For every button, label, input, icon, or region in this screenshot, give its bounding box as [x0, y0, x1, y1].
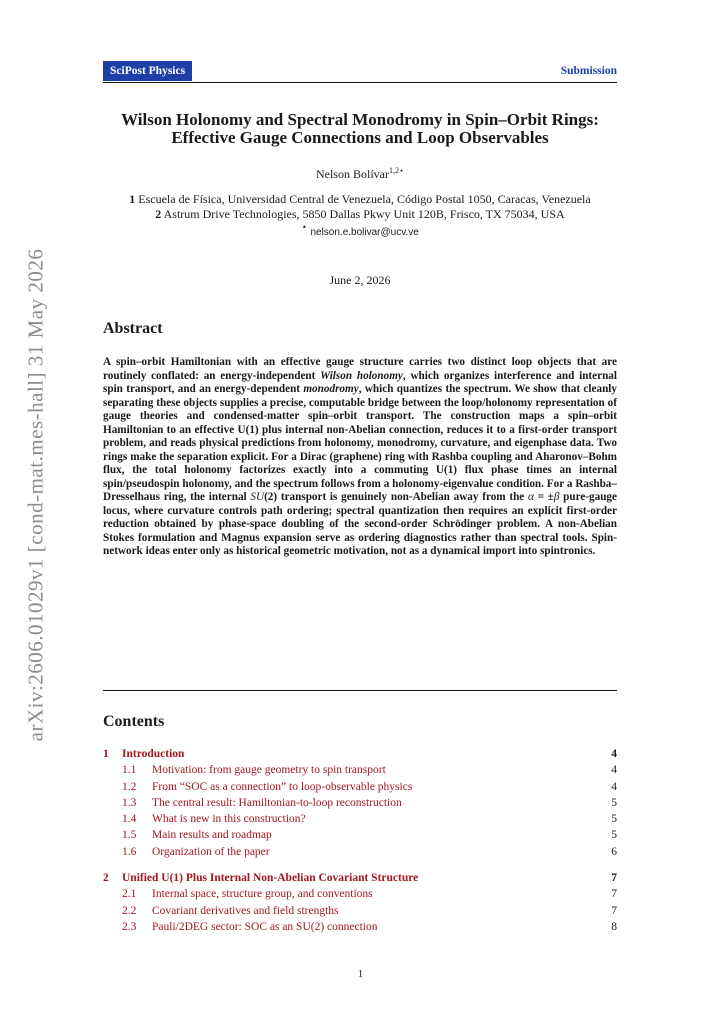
abstract-text: = ±: [533, 491, 554, 503]
toc-number: 1.1: [122, 764, 137, 777]
toc-title[interactable]: Pauli/2DEG sector: SOC as an SU(2) connection: [152, 920, 378, 933]
toc-number: 1.5: [122, 829, 137, 842]
toc-entry[interactable]: [103, 870, 617, 886]
toc-title[interactable]: Covariant derivatives and field strengths: [152, 904, 339, 917]
abstract-text: , which organizes interference and internal spin transport, and an energy-dependent: [103, 369, 618, 395]
affiliation-text: Astrum Drive Technologies, 5850 Dallas Pkwy Unit 120B, Frisco, TX 75034, USA: [163, 206, 565, 221]
toc-entry[interactable]: [103, 746, 617, 762]
toc-title[interactable]: Internal space, structure group, and conventions: [152, 888, 373, 901]
abstract-emphasis: Wilson holonomy: [320, 369, 403, 382]
toc-title[interactable]: Unified U(1) Plus Internal Non-Abelian Covariant Structure: [122, 872, 419, 885]
toc-number: 2.1: [122, 888, 137, 901]
toc-entry[interactable]: [103, 844, 617, 860]
abstract-math: SU: [250, 491, 265, 503]
toc-title[interactable]: The central result: Hamiltonian-to-loop reconstruction: [152, 796, 402, 809]
abstract-math: β: [553, 491, 560, 503]
abstract-heading: Abstract: [103, 320, 163, 337]
toc-page: 6: [611, 845, 617, 858]
toc-page: 4: [611, 764, 617, 777]
toc-title[interactable]: What is new in this construction?: [152, 813, 306, 826]
page-header: [103, 61, 617, 83]
toc-entry[interactable]: [103, 779, 617, 795]
title-line-1: Wilson Holonomy and Spectral Monodromy in Spin–Orbit Rings:: [121, 110, 599, 129]
toc-number: 1: [103, 748, 109, 760]
toc-number: 2.3: [122, 920, 137, 933]
journal-badge[interactable]: SciPost Physics: [103, 61, 192, 81]
paper-title: [103, 111, 617, 147]
affiliations: [103, 192, 617, 241]
page-number: 1: [357, 968, 364, 980]
toc-number: 1.3: [122, 796, 137, 809]
email-star: ⋆: [301, 222, 308, 233]
toc-entry[interactable]: [103, 919, 617, 935]
affiliation-text: Escuela de Física, Universidad Central de Venezuela, Código Postal 1050, Caracas, Venezuela: [138, 192, 591, 206]
abstract-body: [103, 356, 617, 559]
toc-page: 8: [611, 920, 617, 933]
toc-entry[interactable]: [103, 886, 617, 902]
section-divider: [103, 690, 617, 691]
toc-page: 5: [611, 813, 617, 826]
affiliation-2: [103, 207, 617, 222]
toc-title[interactable]: Introduction: [122, 748, 185, 760]
title-line-2: Effective Gauge Connections and Loop Observables: [171, 128, 549, 147]
toc-number: 2.2: [122, 904, 137, 917]
toc-number: 1.6: [122, 845, 137, 858]
toc-title[interactable]: From “SOC as a connection” to loop-observable physics: [152, 780, 413, 793]
toc-page: 7: [611, 872, 617, 885]
affiliation-1: [103, 192, 617, 207]
toc-entry[interactable]: [103, 795, 617, 811]
affiliation-number: 1: [129, 192, 136, 206]
toc-entry[interactable]: [103, 762, 617, 778]
date: June 2, 2026: [329, 273, 391, 287]
abstract-text: pure-gauge locus, where curvature controls path ordering; spectral quantization then requires an explicit first-order reduction obtained by phase-space doubling of the second-order Schrödinger problem. A non-Abelian Stokes formulation and Magnus expansion serve as ordering diagnostics rather than spectral tools. Spin-network ideas enter only as historical geometric motivation, not as a dynamical import into spintronics.: [103, 491, 617, 557]
email-line: [103, 221, 617, 241]
toc-page: 4: [611, 748, 617, 760]
affiliation-number: 2: [155, 206, 162, 221]
table-of-contents: [103, 746, 617, 935]
toc-title[interactable]: Main results and roadmap: [152, 829, 272, 842]
contents-heading: Contents: [103, 713, 165, 730]
toc-number: 2: [103, 872, 109, 885]
toc-entry[interactable]: [103, 811, 617, 827]
author-marks: 1,2⋆: [388, 166, 404, 175]
toc-page: 5: [611, 796, 617, 809]
arxiv-stamp: [18, 235, 54, 755]
toc-number: 1.4: [122, 813, 137, 826]
toc-number: 1.2: [122, 780, 137, 793]
toc-title[interactable]: Organization of the paper: [152, 845, 270, 858]
abstract-text: , which quantizes the spectrum. We show that cleanly separating these objects supplies a precise, computable bridge between the loop/holonomy representation of gauge theories and condensed-matter spin–orbit transport. The construction maps a spin–orbit Hamiltonian to an effective U(1) plus internal non-Abelian connection, reduces it to a first-order transport problem, and reads physical predictions from holonomy, monodromy, curvature, and eigenphase data. Two rings make the separation explicit. For a Dirac (graphene) ring with Rashba coupling and Aharonov–Bohm flux, the total holonomy factorizes exactly into a commuting U(1) flux phase times an internal spin/pseudospin holonomy, and the spectrum follows from a holonomy-eigenvalue condition. For a Rashba–Dresselhaus ring, the internal: [103, 383, 617, 503]
toc-page: 7: [611, 904, 617, 917]
toc-entry[interactable]: [103, 827, 617, 843]
abstract-emphasis: monodromy: [303, 383, 359, 395]
toc-page: 4: [611, 780, 617, 793]
toc-entry[interactable]: [103, 903, 617, 919]
author-name: Nelson Bolívar: [315, 167, 389, 181]
author-line: [103, 164, 617, 182]
toc-title[interactable]: Motivation: from gauge geometry to spin transport: [152, 764, 386, 777]
abstract-text: (2) transport is genuinely non-Abelian away from the: [264, 491, 528, 503]
abstract-text: A spin–orbit Hamiltonian with an effective gauge structure carries two distinct loop objects that are routinely conflated: an energy-independent: [103, 356, 617, 382]
arxiv-stamp-text: arXiv:2606.01029v1 [cond-mat.mes-hall] 31 May 2026: [23, 248, 48, 742]
submission-label: Submission: [560, 65, 617, 77]
email-link[interactable]: nelson.e.bolivar@ucv.ve: [310, 227, 419, 238]
toc-page: 5: [611, 829, 617, 842]
abstract-math: α: [527, 491, 534, 503]
toc-page: 7: [611, 888, 617, 901]
